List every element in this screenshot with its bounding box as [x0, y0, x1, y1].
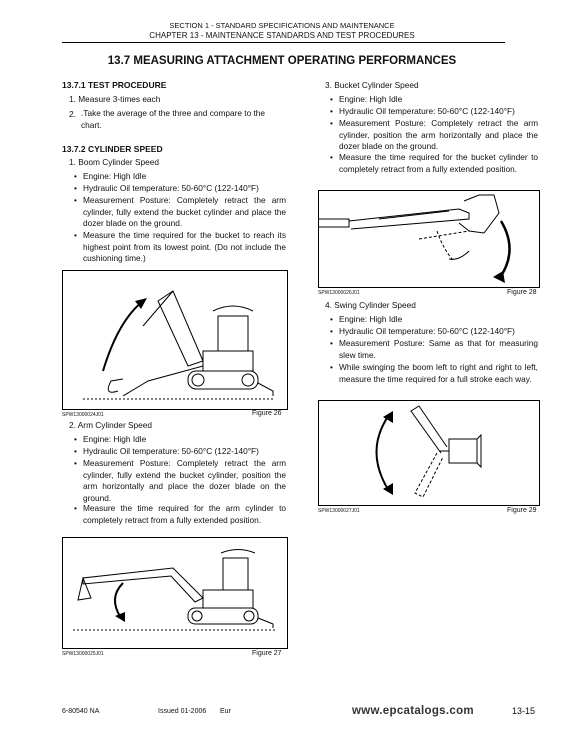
figure-29-caption: Figure 29 [507, 507, 537, 514]
arm-bullet-oil: • Hydraulic Oil temperature: 50-60°C (122-140°F) [83, 446, 286, 458]
excavator-swing-illustration [319, 401, 539, 505]
figure-28-bucket-diagram [318, 190, 540, 288]
figure-26-code: SPW13000024J01 [62, 412, 104, 418]
page-title: 13.7 MEASURING ATTACHMENT OPERATING PERFORMANCES [107, 55, 457, 67]
figure-28-caption: Figure 28 [507, 289, 537, 296]
test-step-2: .Take the average of the three and compare to the chart. [81, 108, 266, 130]
boom-bullet-posture: • Measurement Posture: Completely retract the arm cylinder, fully extend the bucket cylinder and place the dozer blade on the ground. [83, 195, 286, 230]
figure-29-swing-diagram [318, 400, 540, 506]
figure-29-code: SPW13000027J01 [318, 508, 360, 514]
bucket-bullet-posture: • Measurement Posture: Completely retract the arm cylinder, position the arm horizontally and place the dozer blade on the ground. [339, 118, 538, 153]
header-section: SECTION 1 - STANDARD SPECIFICATIONS AND MAINTENANCE [169, 21, 395, 30]
bucket-cylinder-title: 3. Bucket Cylinder Speed [325, 80, 419, 90]
header-rule [62, 42, 505, 43]
section-title-cylinder-speed: 13.7.2 CYLINDER SPEED [62, 144, 163, 154]
footer-issued: Issued 01-2006 [158, 708, 207, 715]
swing-cylinder-title: 4. Swing Cylinder Speed [325, 300, 416, 310]
footer-doc-number: 6-80540 NA [62, 708, 100, 715]
boom-cylinder-title: 1. Boom Cylinder Speed [69, 157, 159, 167]
figure-27-arm-diagram [62, 537, 288, 649]
swing-bullet-posture: • Measurement Posture: Same as that for measuring slew time. [339, 338, 538, 361]
swing-bullet-oil: • Hydraulic Oil temperature: 50-60°C (122-140°F) [339, 326, 538, 338]
header-chapter: CHAPTER 13 - MAINTENANCE STANDARDS AND TEST PROCEDURES [149, 31, 415, 40]
excavator-boom-illustration [63, 271, 287, 409]
boom-bullet-measure: • Measure the time required for the bucket to reach its highest point from its lowest point. (Do not include the cushioning time.) [83, 230, 286, 265]
arm-bullet-posture: • Measurement Posture: Completely retract the arm cylinder, fully extend the bucket cylinder, position the arm horizontally and place the dozer blade on the ground. [83, 458, 286, 504]
boom-bullet-engine: • Engine: High Idle [83, 171, 286, 183]
excavator-arm-illustration [63, 538, 287, 648]
arm-bullet-engine: • Engine: High Idle [83, 434, 286, 446]
footer-watermark: www.epcatalogs.com [352, 705, 474, 717]
bucket-bullet-oil: • Hydraulic Oil temperature: 50-60°C (122-140°F) [339, 106, 538, 118]
section-title-test-procedure: 13.7.1 TEST PROCEDURE [62, 80, 167, 90]
arm-bullet-measure: • Measure the time required for the arm cylinder to completely retract from a fully extended position. [83, 503, 286, 526]
boom-bullet-oil: • Hydraulic Oil temperature: 50-60°C (122-140°F) [83, 183, 286, 195]
test-step-2-number: 2. [69, 109, 76, 119]
figure-27-code: SPW13000025J01 [62, 651, 104, 657]
figure-27-caption: Figure 27 [252, 650, 282, 657]
arm-cylinder-title: 2. Arm Cylinder Speed [69, 420, 153, 430]
footer-page-number: 13-15 [512, 706, 536, 716]
bucket-bullet-engine: • Engine: High Idle [339, 94, 538, 106]
bucket-bullet-measure: • Measure the time required for the bucket cylinder to completely retract from a fully extended position. [339, 152, 538, 175]
test-step-1: 1. Measure 3-times each [69, 94, 161, 104]
figure-26-boom-diagram [62, 270, 288, 410]
excavator-bucket-illustration [319, 191, 539, 287]
swing-bullet-measure: • While swinging the boom left to right and right to left, measure the time required for a full stroke each way. [339, 362, 538, 385]
figure-28-code: SPW13000026J01 [318, 290, 360, 296]
swing-bullet-engine: • Engine: High Idle [339, 314, 538, 326]
footer-language: Eur [220, 708, 231, 715]
figure-26-caption: Figure 26 [252, 410, 282, 417]
